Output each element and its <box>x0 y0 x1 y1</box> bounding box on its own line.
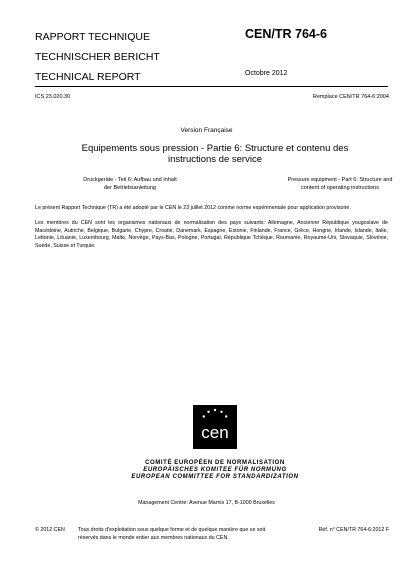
title-english: Pressure equipment - Part 6: Structure and content of operating instructions <box>287 177 393 191</box>
committee-name-de: EUROPÄISCHES KOMITEE FÜR NORMUNG <box>143 467 287 473</box>
committee-name-fr: COMITÉ EUROPÉEN DE NORMALISATION <box>145 460 285 466</box>
report-type-en: TECHNICAL REPORT <box>35 71 141 83</box>
adoption-paragraph: Le présent Rapport Technique (TR) a été adopté par le CEN le 23 juillet 2012 comme norme expérimentale pour application provisoire. <box>35 205 351 211</box>
management-centre: Management Centre: Avenue Marnix 17, B-1000 Bruxelles <box>138 500 275 506</box>
copyright: © 2012 CEN <box>35 527 65 533</box>
report-type-block <box>35 27 160 87</box>
report-type-fr: RAPPORT TECHNIQUE <box>35 31 150 43</box>
supersedes-note: Remplace CEN/TR 764-6:2004 <box>312 94 389 100</box>
rights-notice: Tous droits d'exploitation sous quelque forme et de quelque manière que ce soit réservés dans le monde entier aux membres nationaux du CEN. <box>78 527 266 541</box>
publication-date: Octobre 2012 <box>245 70 288 77</box>
title-german: Druckgeräte - Teil 6: Aufbau und Inhalt der Betriebsanleitung <box>83 177 177 191</box>
cen-logo <box>193 405 237 449</box>
language-version: Version Française <box>180 127 233 134</box>
cen-committee-names <box>130 460 300 481</box>
header-divider <box>35 86 388 87</box>
cen-logo-text: cen <box>201 423 229 442</box>
document-number: CEN/TR 764-6 <box>245 27 327 41</box>
members-paragraph: Les membres du CEN sont les organismes nationaux de normalisation des pays suivants: Allemagne, Ancienne République yougoslave de Macédoine, Autriche, Belgique, Bulgarie, Chypre, Croatie, Danemark, Espagne, Estonie, Finlande, France, Grèce, Hongrie, Irlande, Islande, Italie, Lettonie, Lituanie, Luxembourg, Malte, Norvège, Pays-Bas, Pologne, Portugal, République Tchèque, Roumanie, Royaume-Uni, Slovaquie, Slovénie, Suède, Suisse et Turquie. <box>35 220 388 249</box>
report-type-de: TECHNISCHER BERICHT <box>35 51 160 63</box>
reference-number: Réf. n° CEN/TR 764-6:2012 F <box>318 527 389 533</box>
ics-code: ICS 23.020.30 <box>35 94 71 100</box>
main-title: Equipements sous pression - Partie 6: Structure et contenu des instructions de service <box>81 143 349 165</box>
committee-name-en: EUROPEAN COMMITTEE FOR STANDARDIZATION <box>131 474 299 480</box>
